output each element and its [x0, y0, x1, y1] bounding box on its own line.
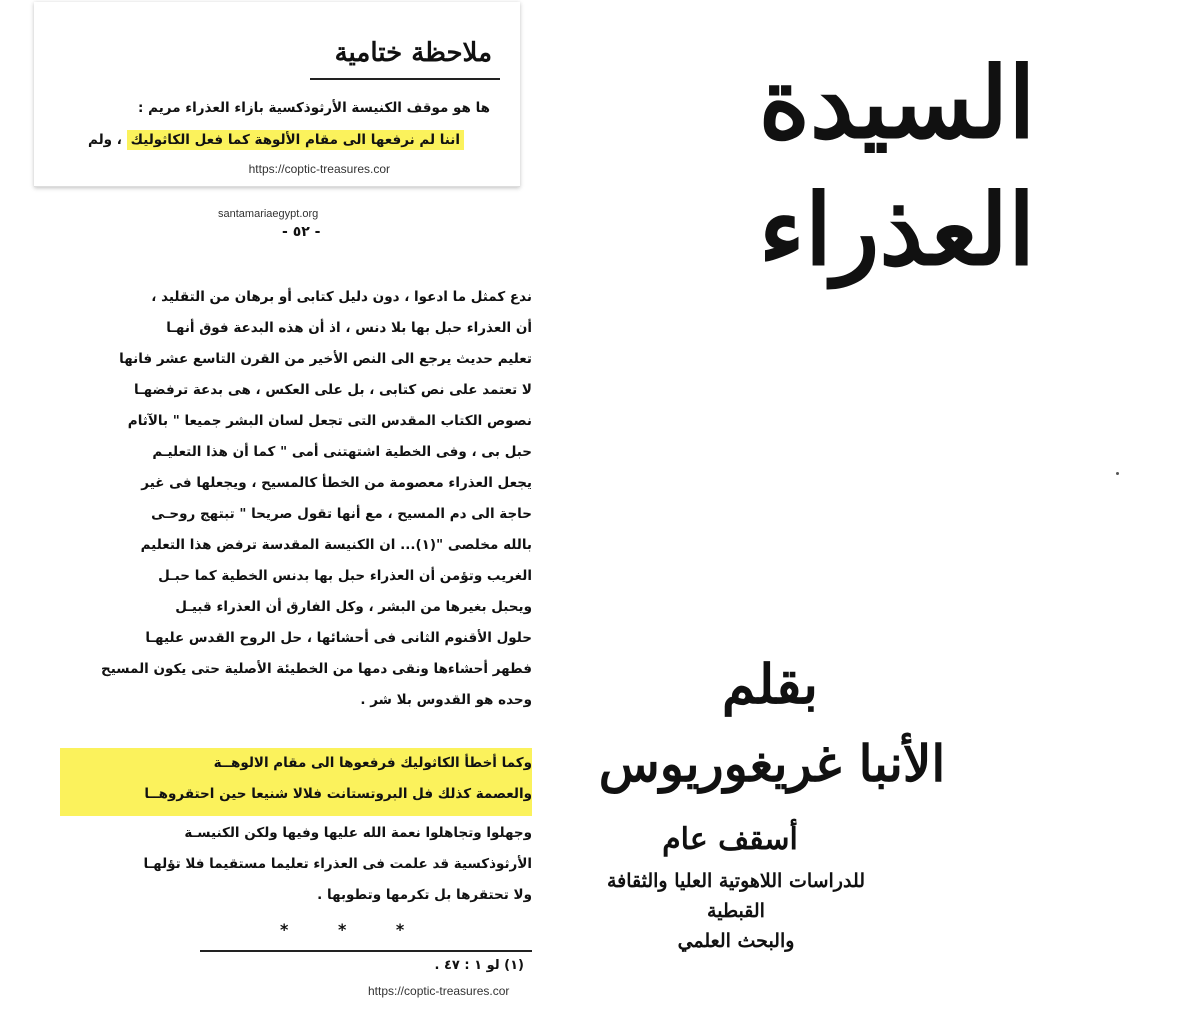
clipping-watermark: https://coptic-treasures.cor [248, 162, 390, 176]
body-line: حاجة الى دم المسيح ، مع أنها تقول صريحا " تبتهج روحـى [151, 506, 532, 522]
heading-underline [310, 78, 500, 80]
page-watermark-top: santamariaegypt.org [218, 208, 319, 220]
footnote: (١) لو ١ : ٤٧ . [434, 958, 524, 973]
body-line: يجعل العذراء معصومة من الخطأ كالمسيح ، ويجعلها فى غير [141, 475, 532, 491]
page-number: - ٥٢ - [282, 224, 321, 240]
body-line: ندع كمثل ما ادعوا ، دون دليل كتابى أو برهان من التقليد ، [151, 289, 532, 305]
clipping-line-2 [88, 132, 464, 148]
closing-line-1: وجهلوا وتجاهلوا نعمة الله عليها وفيها ولكن الكنيسـة [184, 825, 532, 841]
body-line: حبل بى ، وفى الخطية اشتهتنى أمى " كما أن هذا التعليـم [152, 444, 532, 460]
body-line: بالله مخلصى "(١)... ان الكنيسة المقدسة ترفض هذا التعليم [140, 537, 532, 553]
body-line: الغريب وتؤمن أن العذراء حبل بها بدنس الخطية كما حبـل [158, 568, 532, 584]
closing-note-heading: ملاحظة ختامية [334, 38, 492, 68]
book-title: السيدة العذراء [758, 46, 1036, 289]
highlight-line-1: وكما أخطأ الكاثوليك فرفعوها الى مقام الالوهــة [213, 755, 532, 771]
body-line: وحده هو القدوس بلا شر . [360, 692, 532, 708]
institute-line-1: للدراسات اللاهوتية العليا والثقافة القبطية [606, 870, 866, 922]
author-prefix: بقلم [721, 652, 819, 716]
closing-note-clipping [34, 2, 520, 187]
institute-line-2: والبحث العلمي [677, 930, 795, 952]
body-line: حلول الأقنوم الثانى فى أحشائها ، حل الروح القدس عليهـا [145, 630, 532, 646]
scan-speck [1116, 472, 1119, 475]
body-line: لا تعتمد على نص كتابى ، بل على العكس ، هى بدعة ترفضهـا [133, 382, 532, 398]
body-line: تعليم حديث يرجع الى النص الأخير من القرن التاسع عشر فانها [119, 351, 532, 367]
author-title: أسقف عام [662, 822, 798, 857]
body-line: ويحبل بغيرها من البشر ، وكل الفارق أن العذراء قبيـل [175, 599, 532, 615]
closing-line-2: الأرثوذكسية قد علمت فى العذراء تعليما مستقيما فلا تؤلهـا [143, 856, 532, 872]
body-line: فطهر أحشاءها ونقى دمها من الخطيئة الأصلية حتى يكون المسيح [101, 661, 532, 677]
author-institute [576, 866, 896, 956]
clipping-line-1: ها هو موقف الكنيسة الأرثوذكسية بازاء العذراء مريم : [138, 100, 490, 116]
clipping-line-2-rest: ، ولم [88, 132, 122, 148]
body-line: نصوص الكتاب المقدس التى تجعل لسان البشر جميعا " بالآثام [127, 413, 532, 429]
clipping-highlight: اننا لم نرفعها الى مقام الألوهة كما فعل الكاثوليك [127, 130, 464, 150]
author-name: الأنبا غريغوريوس [598, 734, 946, 793]
highlight-line-2: والعصمة كذلك فل البروتستانت فلالا شنيعا حين احتقروهــا [144, 786, 532, 802]
closing-line-3: ولا تحتقرها بل تكرمها وتطوبها . [317, 887, 532, 903]
section-stars: * * * [280, 920, 427, 939]
footnote-rule [200, 950, 532, 952]
page-watermark-bottom: https://coptic-treasures.cor [368, 984, 510, 998]
body-line: أن العذراء حبل بها بلا دنس ، اذ أن هذه البدعة فوق أنهـا [166, 320, 532, 336]
